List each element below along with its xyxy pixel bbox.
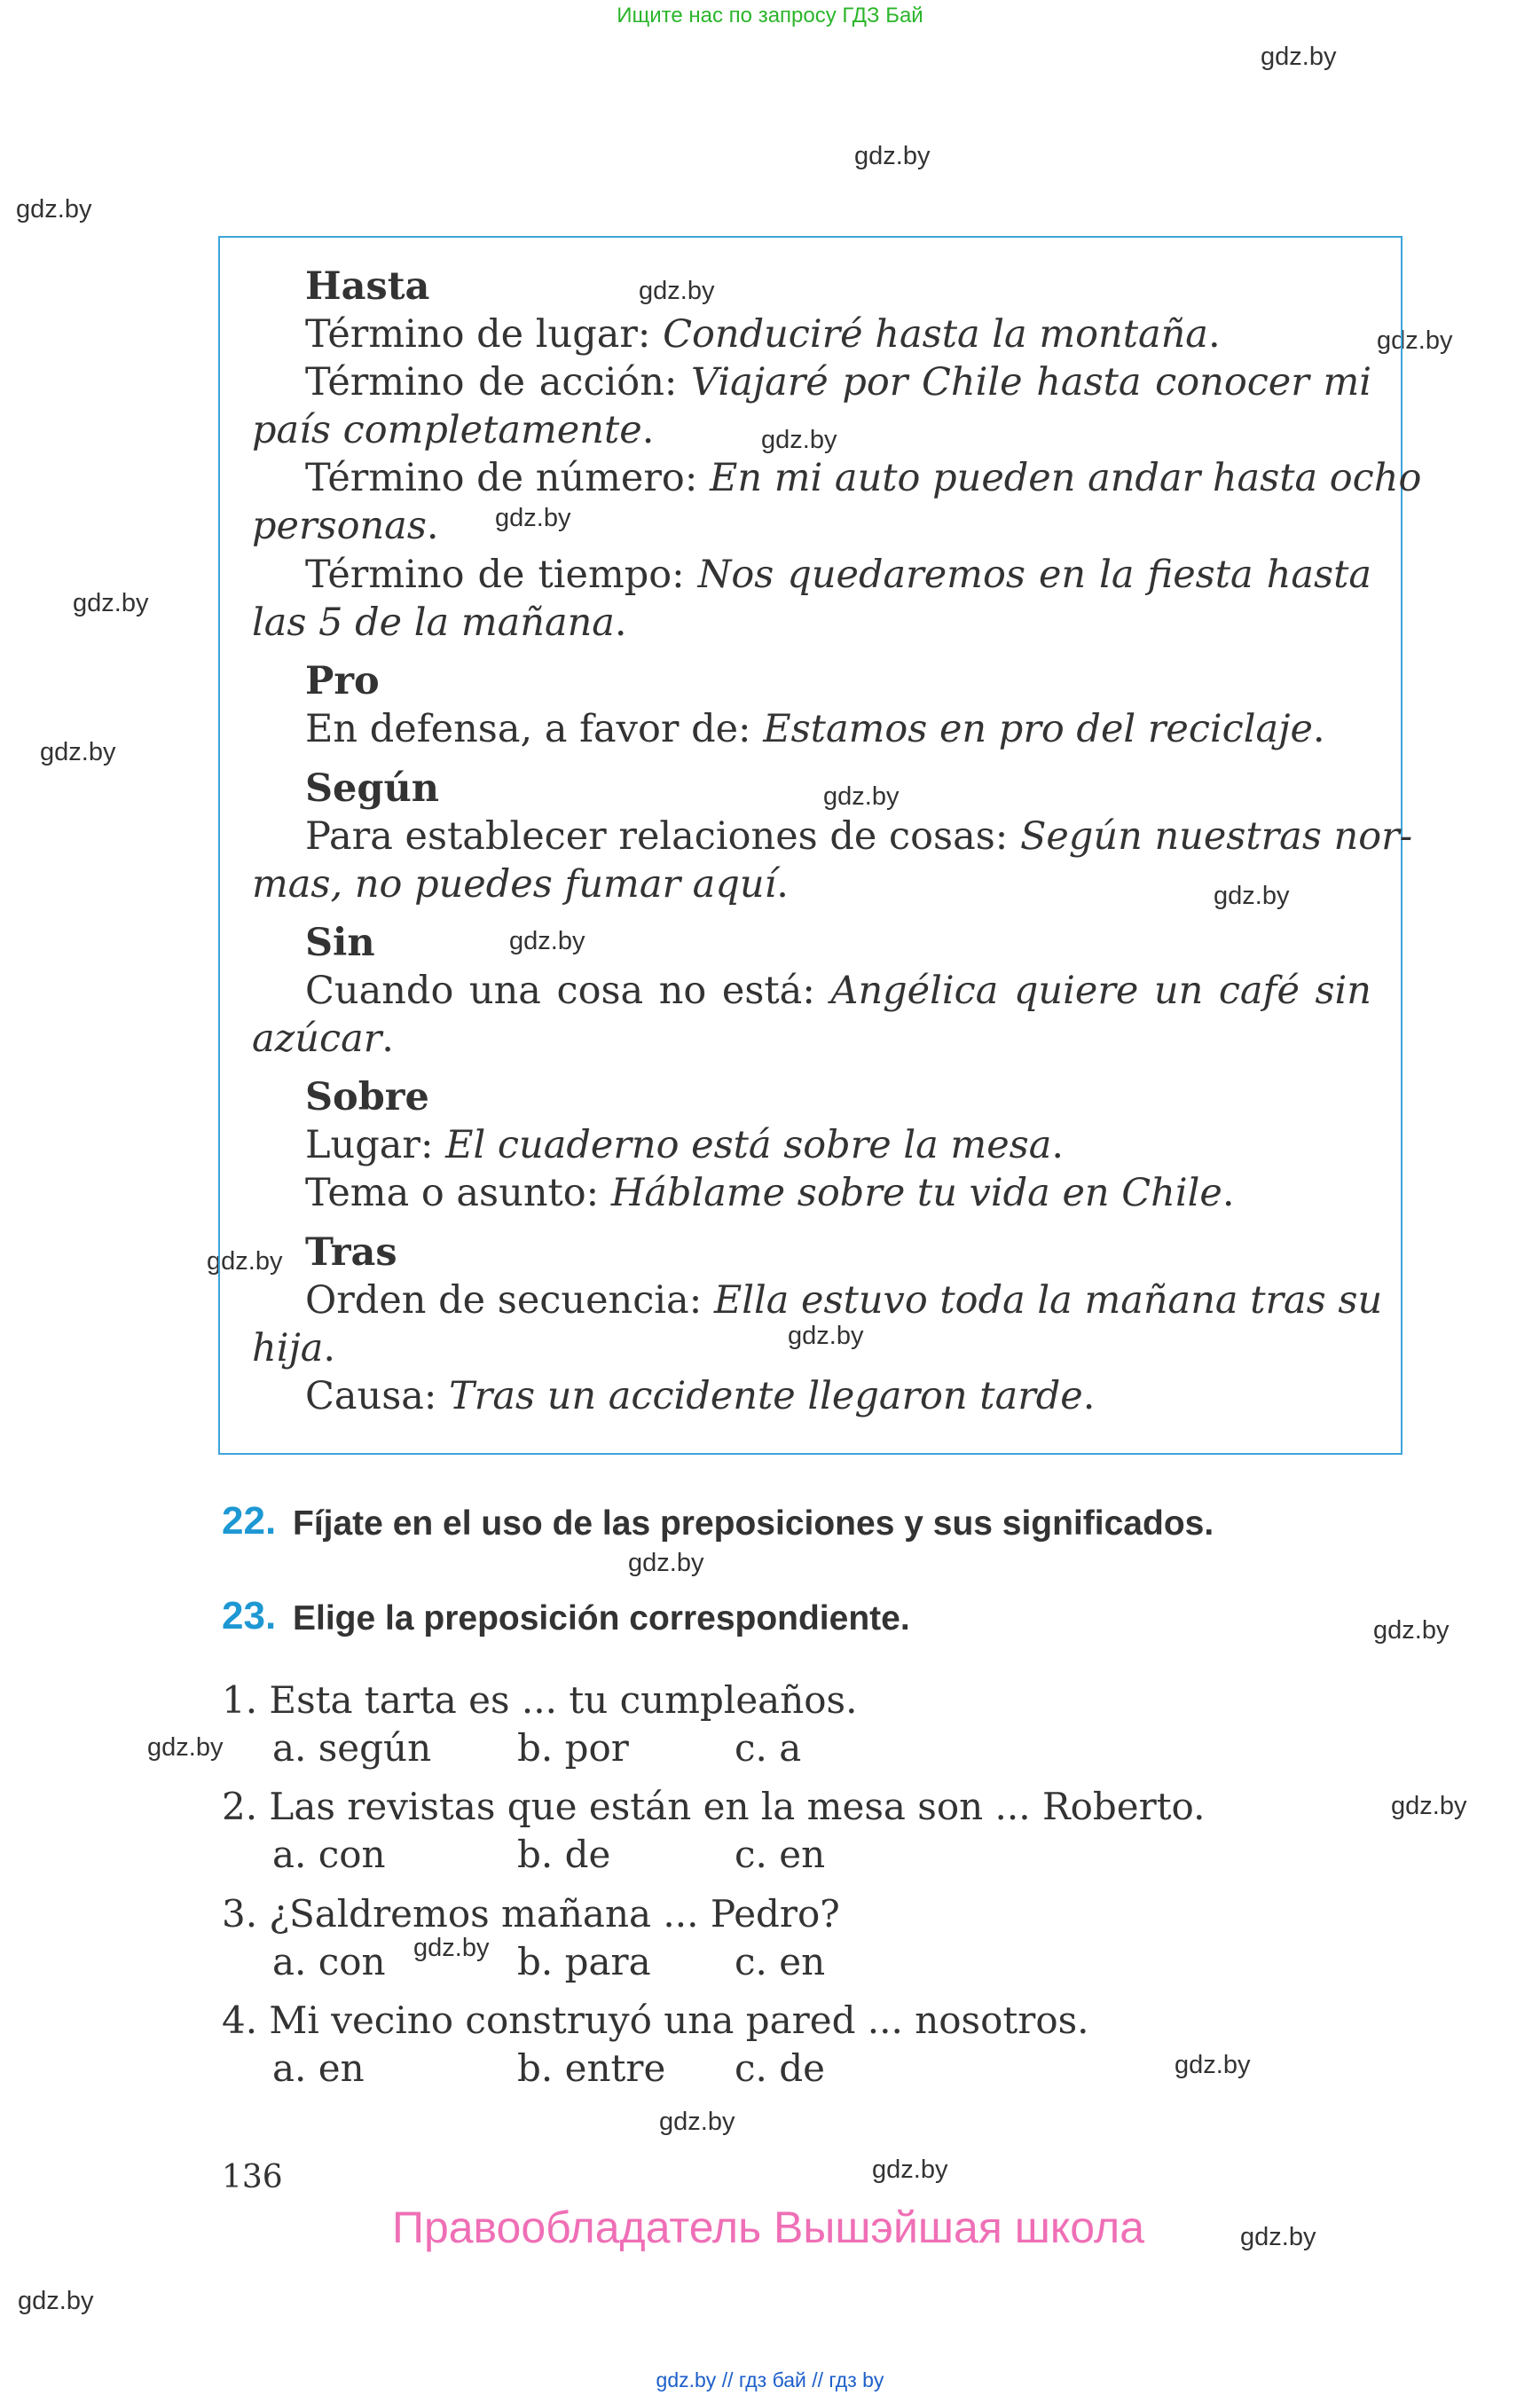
task-23-number: 23. bbox=[222, 1594, 277, 1637]
watermark: gdz.by bbox=[639, 277, 715, 305]
watermark: gdz.by bbox=[18, 2287, 94, 2315]
option-3b[interactable]: b. para bbox=[517, 1940, 651, 1983]
hasta-numero-cont: personas. bbox=[252, 504, 439, 548]
watermark: gdz.by bbox=[1175, 2051, 1251, 2079]
hasta-accion: Término de acción: Viajaré por Chile hasta conocer mi bbox=[305, 360, 1372, 404]
watermark: gdz.by bbox=[628, 1549, 704, 1577]
heading-sobre: Sobre bbox=[305, 1075, 429, 1119]
watermark: gdz.by bbox=[16, 195, 92, 224]
watermark: gdz.by bbox=[872, 2156, 948, 2184]
segun-definition: Para establecer relaciones de cosas: Según nuestras nor- bbox=[305, 814, 1413, 859]
watermark: gdz.by bbox=[1377, 326, 1453, 355]
option-1b[interactable]: b. por bbox=[517, 1726, 629, 1770]
option-1c[interactable]: c. a bbox=[735, 1726, 802, 1770]
question-2: 2. Las revistas que están en la mesa son ... Roberto. bbox=[222, 1785, 1206, 1828]
option-1a[interactable]: a. según bbox=[272, 1726, 432, 1770]
watermark: gdz.by bbox=[207, 1247, 283, 1276]
watermark: gdz.by bbox=[1214, 882, 1290, 910]
watermark: gdz.by bbox=[854, 142, 931, 170]
hasta-lugar: Término de lugar: Conduciré hasta la montaña. bbox=[305, 312, 1221, 357]
option-3a[interactable]: a. con bbox=[272, 1940, 386, 1983]
watermark: gdz.by bbox=[147, 1733, 224, 1762]
option-4c[interactable]: c. de bbox=[735, 2046, 825, 2090]
task-22-number: 22. bbox=[222, 1499, 277, 1543]
heading-tras: Tras bbox=[305, 1230, 397, 1275]
top-banner[interactable]: Ищите нас по запросу ГДЗ Бай bbox=[617, 4, 923, 27]
tras-orden: Orden de secuencia: Ella estuvo toda la mañana tras su bbox=[305, 1278, 1383, 1323]
watermark: gdz.by bbox=[1391, 1792, 1467, 1820]
sobre-lugar: Lugar: El cuaderno está sobre la mesa. bbox=[305, 1123, 1065, 1167]
watermark: gdz.by bbox=[1240, 2223, 1316, 2251]
bottom-links[interactable]: gdz.by // гдз бай // гдз by bbox=[656, 2368, 884, 2391]
heading-pro: Pro bbox=[305, 659, 380, 703]
question-1: 1. Esta tarta es ... tu cumpleaños. bbox=[222, 1678, 858, 1722]
heading-sin: Sin bbox=[305, 921, 375, 965]
watermark: gdz.by bbox=[788, 1322, 864, 1350]
sin-definition-cont: azúcar. bbox=[252, 1017, 394, 1061]
tras-causa: Causa: Tras un accidente llegaron tarde. bbox=[305, 1374, 1096, 1418]
tras-orden-cont: hija. bbox=[252, 1326, 336, 1370]
heading-segun: Según bbox=[305, 766, 440, 811]
watermark: gdz.by bbox=[509, 927, 585, 955]
task-22-text: Fíjate en el uso de las preposiciones y sus significados. bbox=[293, 1504, 1214, 1543]
option-2b[interactable]: b. de bbox=[517, 1833, 611, 1876]
watermark: gdz.by bbox=[823, 782, 900, 811]
watermark: gdz.by bbox=[40, 738, 116, 766]
option-3c[interactable]: c. en bbox=[735, 1940, 826, 1983]
watermark: gdz.by bbox=[413, 1934, 490, 1962]
hasta-numero: Término de número: En mi auto pueden andar hasta ocho bbox=[305, 456, 1422, 500]
task-23-text: Elige la preposición correspondiente. bbox=[293, 1599, 910, 1637]
pro-definition: En defensa, a favor de: Estamos en pro del reciclaje. bbox=[305, 707, 1325, 751]
hasta-accion-cont: país completamente. bbox=[252, 408, 655, 452]
option-4a[interactable]: a. en bbox=[272, 2046, 365, 2090]
hasta-tiempo-cont: las 5 de la mañana. bbox=[252, 601, 627, 645]
option-2c[interactable]: c. en bbox=[735, 1833, 826, 1876]
copyright-holder: Правообладатель Вышэйшая школа bbox=[392, 2203, 1144, 2252]
question-4: 4. Mi vecino construyó una pared ... nosotros. bbox=[222, 1999, 1089, 2042]
question-3: 3. ¿Saldremos mañana ... Pedro? bbox=[222, 1892, 840, 1936]
sobre-tema: Tema o asunto: Háblame sobre tu vida en Chile. bbox=[305, 1171, 1235, 1215]
watermark: gdz.by bbox=[1261, 43, 1337, 71]
hasta-tiempo: Término de tiempo: Nos quedaremos en la fiesta hasta bbox=[305, 553, 1372, 597]
sin-definition: Cuando una cosa no está: Angélica quiere un café sin bbox=[305, 969, 1372, 1013]
heading-hasta: Hasta bbox=[305, 264, 430, 309]
watermark: gdz.by bbox=[73, 589, 149, 617]
watermark: gdz.by bbox=[1373, 1616, 1450, 1645]
option-4b[interactable]: b. entre bbox=[517, 2046, 666, 2090]
segun-definition-cont: mas, no puedes fumar aquí. bbox=[252, 862, 789, 907]
option-2a[interactable]: a. con bbox=[272, 1833, 386, 1876]
watermark: gdz.by bbox=[761, 426, 837, 454]
watermark: gdz.by bbox=[495, 504, 571, 532]
watermark: gdz.by bbox=[659, 2108, 735, 2136]
page-number: 136 bbox=[222, 2159, 283, 2195]
